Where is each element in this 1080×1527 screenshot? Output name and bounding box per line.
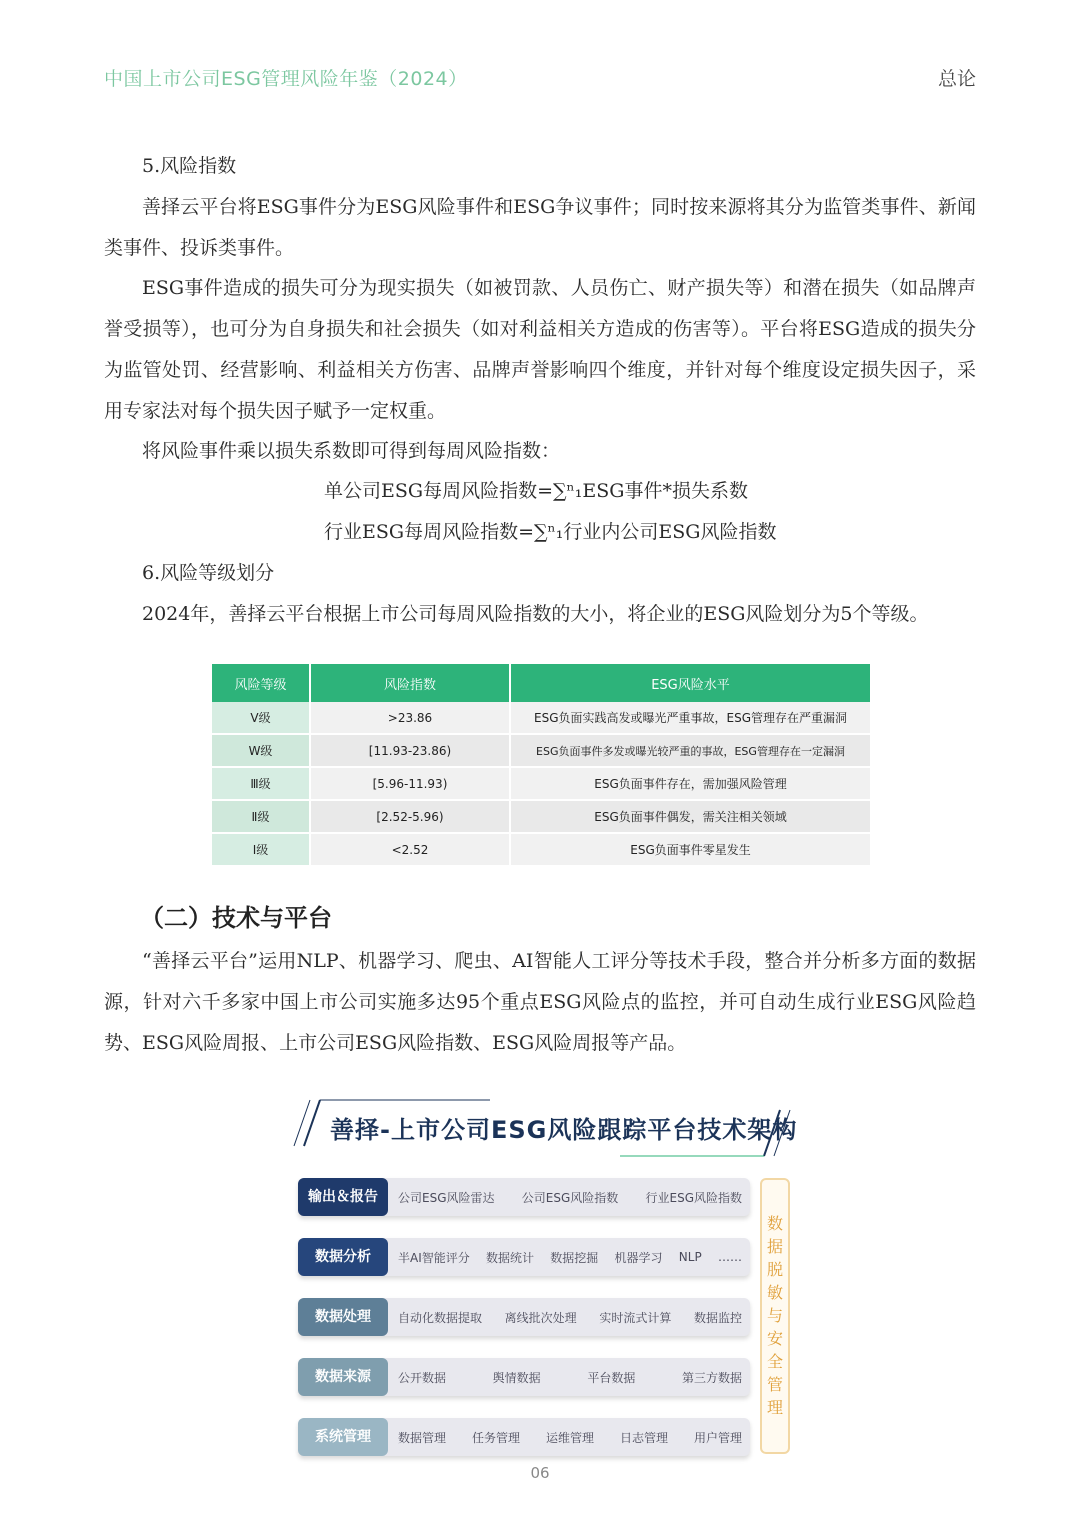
header-title: 中国上市公司ESG管理风险年鉴（2024） bbox=[104, 68, 468, 90]
layer-item: 舆情数据 bbox=[492, 1370, 541, 1385]
layer-label: 输出＆报告 bbox=[298, 1178, 388, 1216]
section6-heading: 6.风险等级划分 bbox=[142, 562, 275, 584]
layer-item: 离线批次处理 bbox=[504, 1310, 577, 1325]
section-tech-title: （二）技术与平台 bbox=[140, 904, 332, 932]
layer-item: 公司ESG风险雷达 bbox=[398, 1190, 495, 1205]
table-row bbox=[212, 767, 871, 800]
security-side-panel: 数据脱敏与安全管理 bbox=[760, 1178, 790, 1454]
layer-item: 运维管理 bbox=[545, 1430, 594, 1445]
section5-paragraph-3: 将风险事件乘以损失系数即可得到每周风险指数： bbox=[142, 440, 561, 462]
section5-heading: 5.风险指数 bbox=[142, 155, 237, 177]
layer-output bbox=[298, 1178, 750, 1216]
header-section: 总论 bbox=[937, 68, 976, 90]
layer-item: 数据监控 bbox=[693, 1310, 742, 1325]
formula-company: 单公司ESG每周风险指数=∑ⁿ₁ESG事件*损失系数 bbox=[324, 480, 748, 502]
header-grade: 风险等级 bbox=[212, 664, 310, 702]
layer-label: 数据分析 bbox=[298, 1238, 388, 1276]
layer-items bbox=[398, 1238, 742, 1276]
layer-item: 用户管理 bbox=[693, 1430, 742, 1445]
cell-level: ESG负面实践高发或曝光严重事故，ESG管理存在严重漏洞 bbox=[510, 702, 871, 734]
cell-level: ESG负面事件零星发生 bbox=[510, 833, 871, 866]
layer-items bbox=[398, 1418, 742, 1456]
table-row bbox=[212, 734, 871, 767]
cell-grade: Ⅲ级 bbox=[212, 767, 310, 800]
layer-item: 日志管理 bbox=[619, 1430, 668, 1445]
layer-item: 平台数据 bbox=[587, 1370, 636, 1385]
layer-sources bbox=[298, 1358, 750, 1396]
layer-item: 公开数据 bbox=[398, 1370, 447, 1385]
layer-item: 半AI智能评分 bbox=[398, 1250, 470, 1265]
cell-grade: I级 bbox=[212, 833, 310, 866]
header-level: ESG风险水平 bbox=[510, 664, 871, 702]
title-slash-left-thin bbox=[294, 1100, 310, 1146]
risk-level-table bbox=[212, 664, 872, 867]
layer-item: 自动化数据提取 bbox=[398, 1310, 483, 1325]
layer-item: 数据统计 bbox=[486, 1250, 535, 1265]
cell-level: ESG负面事件偶发，需关注相关领域 bbox=[510, 800, 871, 833]
layer-item: NLP bbox=[678, 1250, 702, 1264]
layer-item: 公司ESG风险指数 bbox=[521, 1190, 619, 1205]
layer-analysis bbox=[298, 1238, 750, 1276]
cell-level: ESG负面事件多发或曝光较严重的事故，ESG管理存在一定漏洞 bbox=[510, 734, 871, 767]
cell-grade: Ⅱ级 bbox=[212, 800, 310, 833]
layer-label: 数据处理 bbox=[298, 1298, 388, 1336]
layer-items bbox=[398, 1358, 742, 1396]
layer-item: 任务管理 bbox=[471, 1430, 520, 1445]
layer-label: 系统管理 bbox=[298, 1418, 388, 1456]
table-row bbox=[212, 702, 871, 734]
layer-item: 第三方数据 bbox=[681, 1370, 742, 1385]
table-row bbox=[212, 800, 871, 833]
layer-item: 行业ESG风险指数 bbox=[645, 1190, 742, 1205]
section5-paragraph-1: 善择云平台将ESG事件分为ESG风险事件和ESG争议事件；同时按来源将其分为监管类事件、新闻类事件、投诉类事件。 bbox=[104, 196, 976, 259]
diagram-title: 善择-上市公司ESG风险跟踪平台技术架构 bbox=[330, 1116, 798, 1144]
cell-grade: V级 bbox=[212, 702, 310, 734]
layer-items bbox=[398, 1178, 742, 1216]
cell-index: [5.96-11.93) bbox=[310, 767, 510, 800]
layer-system bbox=[298, 1418, 750, 1456]
layer-label: 数据来源 bbox=[298, 1358, 388, 1396]
formula-industry: 行业ESG每周风险指数=∑ⁿ₁行业内公司ESG风险指数 bbox=[324, 521, 777, 543]
layer-items bbox=[398, 1298, 742, 1336]
page-number: 06 bbox=[530, 1464, 550, 1482]
cell-level: ESG负面事件存在，需加强风险管理 bbox=[510, 767, 871, 800]
table-row bbox=[212, 833, 871, 866]
cell-index: [11.93-23.86) bbox=[310, 734, 510, 767]
cell-grade: W级 bbox=[212, 734, 310, 767]
section5-paragraph-2: ESG事件造成的损失可分为现实损失（如被罚款、人员伤亡、财产损失等）和潜在损失（如品牌声誉受损等），也可分为自身损失和社会损失（如对利益相关方造成的伤害等）。平台将ESG造成的损失分为监管处罚、经营影响、利益相关方伤害、品牌声誉影响四个维度，并针对每个维度设定损失因子，采用专家法对每个损失因子赋予一定权重。 bbox=[104, 277, 976, 422]
layer-item: 数据挖掘 bbox=[550, 1250, 599, 1265]
title-slash-left bbox=[304, 1100, 320, 1146]
layer-item: 实时流式计算 bbox=[599, 1310, 672, 1325]
architecture-diagram bbox=[290, 1090, 800, 1460]
cell-index: <2.52 bbox=[310, 833, 510, 866]
section-tech-paragraph: “善择云平台”运用NLP、机器学习、爬虫、AI智能人工评分等技术手段，整合并分析多方面的数据源，针对六千多家中国上市公司实施多达95个重点ESG风险点的监控，并可自动生成行业ESG风险趋势、ESG风险周报、上市公司ESG风险指数、ESG风险周报等产品。 bbox=[104, 950, 976, 1054]
table-header-row bbox=[212, 664, 871, 702]
section6-paragraph: 2024年，善择云平台根据上市公司每周风险指数的大小，将企业的ESG风险划分为5个等级。 bbox=[142, 603, 929, 625]
header-index: 风险指数 bbox=[310, 664, 510, 702]
layer-item: 机器学习 bbox=[614, 1250, 663, 1265]
layer-item: 数据管理 bbox=[398, 1430, 447, 1445]
cell-index: [2.52-5.96) bbox=[310, 800, 510, 833]
layer-processing bbox=[298, 1298, 750, 1336]
cell-index: >23.86 bbox=[310, 702, 510, 734]
layer-item: …… bbox=[717, 1250, 742, 1264]
